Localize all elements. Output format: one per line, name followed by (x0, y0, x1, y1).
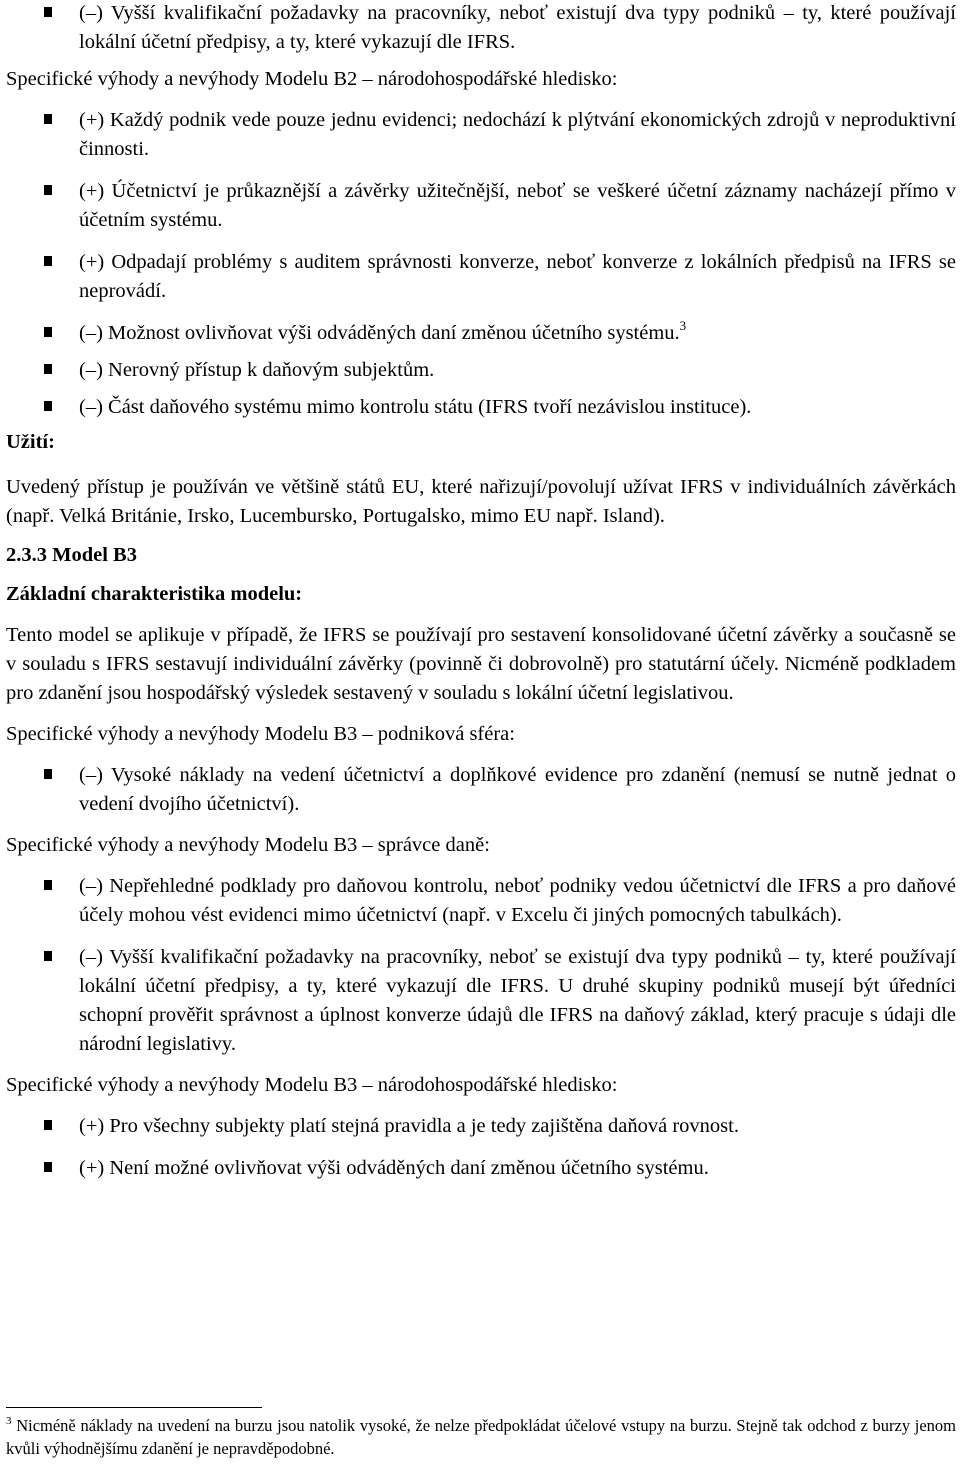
heading-text: Specifické výhody a nevýhody Modelu B3 – podniková sféra: (6, 723, 515, 745)
list-item (6, 106, 956, 164)
list-item (6, 943, 956, 1059)
list-item-text: (‒) Možnost ovlivňovat výši odváděných daní změnou účetního systému. (79, 322, 680, 344)
list-item (6, 1154, 956, 1183)
square-bullet-icon (44, 364, 52, 374)
square-bullet-icon (44, 327, 52, 337)
list-item-text: (+) Účetnictví je průkaznější a závěrky užitečnější, neboť se veškeré účetní záznamy nacházejí přímo v účetním systému. (79, 180, 956, 231)
footnote-separator (6, 1407, 262, 1408)
list-item-text: (‒) Vyšší kvalifikační požadavky na pracovníky, neboť se existují dva typy podniků – ty, které používají lokální účetní předpisy, a ty, které vykazují dle IFRS. U druhé skupiny podniků musejí být úředníci schopní prověřit správnost a úplnost konverze údajů dle IFRS na daňový základ, který pracuje s údaji dle národní legislativy. (79, 946, 956, 1055)
list-item-text: (+) Každý podnik vede pouze jednu evidenci; nedochází k plýtvání ekonomických zdrojů v neproduktivní činnosti. (79, 109, 956, 160)
bullet-list-b3-tax (6, 872, 956, 1059)
list-item (6, 319, 956, 348)
list-item-text: (+) Odpadají problémy s auditem správnosti konverze, neboť konverze z lokálních předpisů na IFRS se neprovádí. (79, 251, 956, 302)
basic-characteristics-heading: Základní charakteristika modelu: (6, 583, 303, 605)
list-item-text: (+) Není možné ovlivňovat výši odváděných daní změnou účetního systému. (79, 1157, 709, 1179)
square-bullet-icon (44, 880, 52, 890)
list-item (6, 356, 956, 385)
section-heading-b3-national: Specifické výhody a nevýhody Modelu B3 – národohospodářské hledisko: (6, 1074, 618, 1096)
footnote-text: Nicméně náklady na uvedení na burzu jsou natolik vysoké, že nelze předpokládat účelové vstupy na burzu. Stejně tak odchod z burzy jenom kvůli výhodnějšímu zdanění je nepravděpodobné. (6, 1416, 957, 1458)
list-item (6, 1112, 956, 1141)
square-bullet-icon (44, 185, 52, 195)
square-bullet-icon (44, 951, 52, 961)
section-name: Model B3 (52, 544, 137, 566)
square-bullet-icon (44, 769, 52, 779)
section-heading-b3-business (6, 720, 956, 749)
list-item (6, 0, 956, 57)
section-heading-b3-tax: Specifické výhody a nevýhody Modelu B3 – správce daně: (6, 834, 490, 856)
list-item (6, 177, 956, 235)
bullet-list-b3-business (6, 761, 956, 819)
footnote-number: 3 (6, 1415, 12, 1427)
section-heading-b2-national: Specifické výhody a nevýhody Modelu B2 – národohospodářské hledisko: (6, 68, 618, 90)
list-item (6, 248, 956, 306)
list-item (6, 872, 956, 930)
bullet-list-b3-national (6, 1112, 956, 1183)
section-number: 2.3.3 (6, 544, 47, 566)
bullet-list-b2-national (6, 106, 956, 422)
square-bullet-icon (44, 1120, 52, 1130)
list-item-text: (‒) Nepřehledné podklady pro daňovou kontrolu, neboť podniky vedou účetnictví dle IFRS a pro daňové účely mohou vést evidenci mimo účetnictví (např. v Excelu či jiných pomocných tabulkách). (79, 875, 956, 926)
section-title (6, 541, 956, 570)
list-item-text: (‒) Vyšší kvalifikační požadavky na pracovníky, neboť existují dva typy podniků – ty, které používají lokální účetní předpisy, a ty, které vykazují dle IFRS. (79, 2, 956, 53)
footnote (6, 1414, 956, 1460)
square-bullet-icon (44, 256, 52, 266)
square-bullet-icon (44, 1162, 52, 1172)
square-bullet-icon (44, 401, 52, 411)
list-item (6, 761, 956, 819)
list-item-text: (+) Pro všechny subjekty platí stejná pravidla a je tedy zajištěna daňová rovnost. (79, 1115, 739, 1137)
usage-paragraph: Uvedený přístup je používán ve většině států EU, které nařizují/povolují užívat IFRS v individuálních závěrkách (např. Velká Británie, Irsko, Lucembursko, Portugalsko, mimo EU např. Island). (6, 476, 956, 527)
footnote-reference: 3 (679, 318, 687, 333)
list-item-text: (‒) Část daňového systému mimo kontrolu státu (IFRS tvoří nezávislou instituce). (79, 396, 752, 418)
basic-characteristics-paragraph: Tento model se aplikuje v případě, že IFRS se používají pro sestavení konsolidované účetní závěrky a současně se v souladu s IFRS sestavují individuální závěrky (povinně či dobrovolně) pro statutární účely. Nicméně podkladem pro zdanění jsou hospodářský výsledek sestavený v souladu s lokální účetní legislativou. (6, 624, 956, 704)
square-bullet-icon (44, 7, 52, 17)
usage-heading: Užití: (6, 431, 55, 453)
square-bullet-icon (44, 114, 52, 124)
bullet-list-top (6, 0, 956, 57)
list-item (6, 393, 956, 422)
list-item-text: (‒) Vysoké náklady na vedení účetnictví a doplňkové evidence pro zdanění (nemusí se nutně jednat o vedení dvojího účetnictví). (79, 764, 956, 815)
list-item-text: (‒) Nerovný přístup k daňovým subjektům. (79, 359, 435, 381)
